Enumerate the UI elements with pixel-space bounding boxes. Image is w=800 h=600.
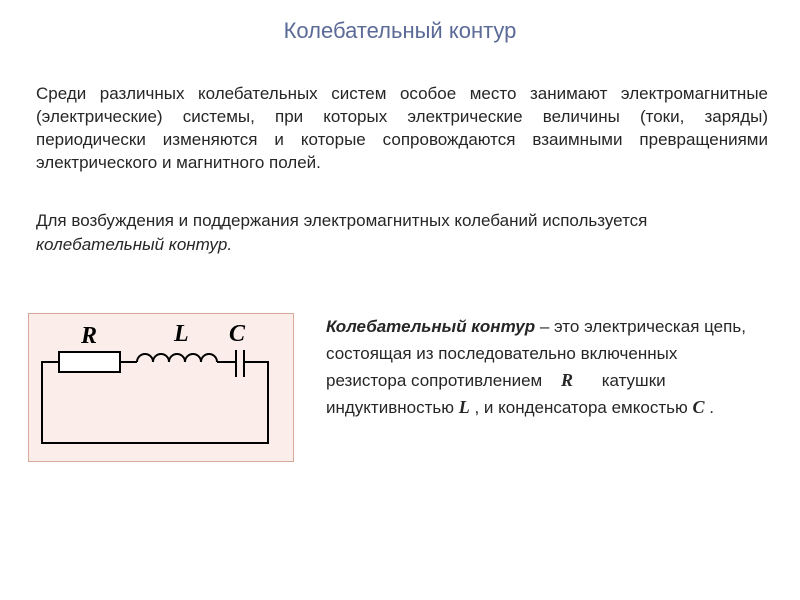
definition-part-4: .	[704, 398, 714, 417]
resistor	[59, 352, 120, 372]
definition-part-2: катушки индуктивностью	[326, 371, 666, 417]
purpose-term: колебательный контур.	[36, 235, 233, 254]
capacitor-label: C	[229, 321, 246, 347]
definition-part-3: , и конденсатора емкостью	[469, 398, 693, 417]
definition-paragraph	[326, 313, 746, 421]
intro-paragraph: Среди различных колебательных систем особое место занимают электромагнитные (электрические) системы, при которых электрические величины (токи, заряды) периодически изменяются и которые сопровождаются взаимными превращениями электрического и магнитного полей.	[36, 84, 768, 172]
purpose-paragraph	[36, 209, 776, 257]
inductor-label: L	[174, 321, 189, 347]
circuit-schematic	[29, 314, 295, 463]
circuit-diagram	[28, 313, 294, 462]
resistor-label: R	[81, 323, 98, 349]
wire-return	[42, 362, 268, 443]
symbol-c: C	[692, 397, 705, 417]
symbol-r: R	[560, 370, 573, 390]
inductor	[137, 354, 217, 362]
slide-title: Колебательный контур	[283, 18, 517, 43]
definition-term: Колебательный контур	[326, 317, 536, 336]
definition-part-1: – это электрическая цепь, состоящая из последовательно включенных резистора сопротивлением	[326, 317, 746, 390]
wire-left-top	[42, 362, 59, 369]
symbol-l: L	[458, 397, 470, 417]
purpose-text: Для возбуждения и поддержания электромагнитных колебаний используется	[36, 211, 648, 230]
